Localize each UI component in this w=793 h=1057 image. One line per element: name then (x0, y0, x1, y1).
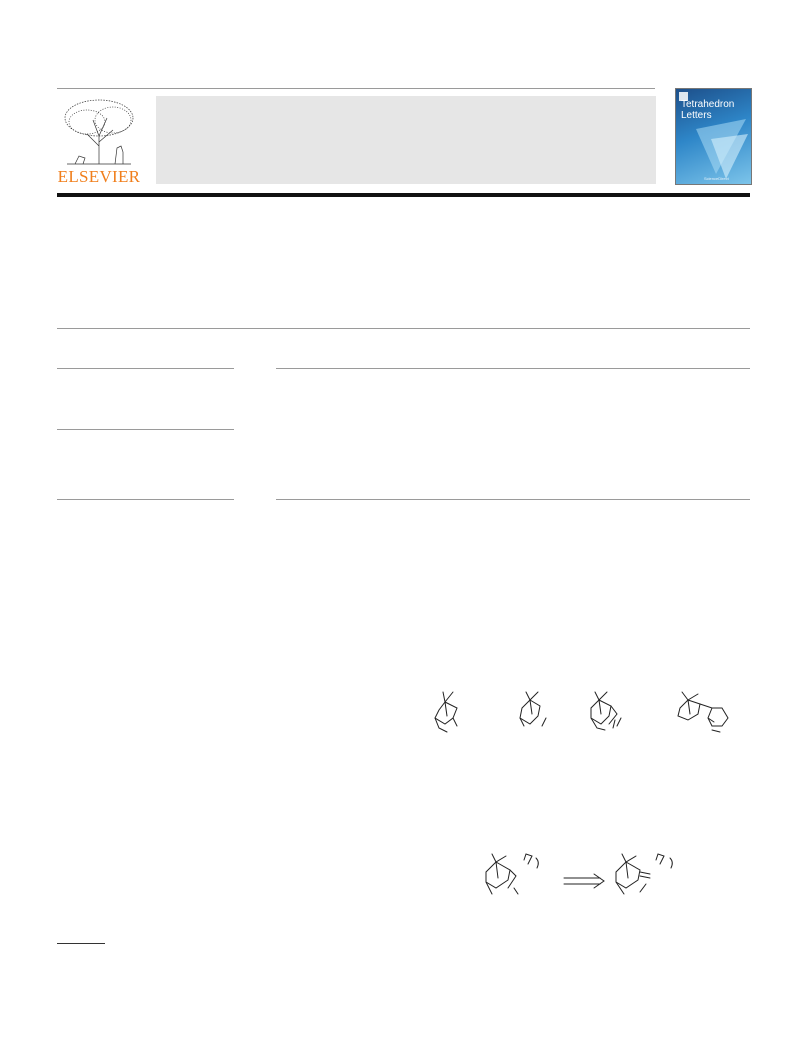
elsevier-tree-icon (57, 96, 141, 166)
header-thick-rule (57, 193, 750, 197)
reactant-structure (480, 850, 550, 900)
abstract-bottom-rule (276, 499, 750, 500)
structure-1 (425, 688, 470, 736)
structure-3 (585, 688, 635, 736)
publisher-logo-text: ELSEVIER (57, 167, 141, 186)
structure-2 (512, 688, 557, 736)
article-info-rule (57, 368, 234, 369)
cover-title-line1: Tetrahedron (681, 99, 735, 110)
product-structure (610, 850, 685, 900)
header-top-rule (57, 88, 655, 89)
footnote-rule (57, 943, 105, 944)
abstract-top-rule (276, 368, 750, 369)
cover-title-line2: Letters (681, 110, 712, 121)
cover-footer: ScienceDirect (704, 176, 729, 181)
reaction-arrow-icon (562, 872, 608, 892)
journal-header-band (156, 96, 656, 184)
journal-cover-icon (675, 88, 752, 185)
structure-4 (672, 688, 742, 736)
keywords-rule (57, 429, 234, 430)
article-info-bottom-rule (57, 499, 234, 500)
title-divider (57, 328, 750, 329)
